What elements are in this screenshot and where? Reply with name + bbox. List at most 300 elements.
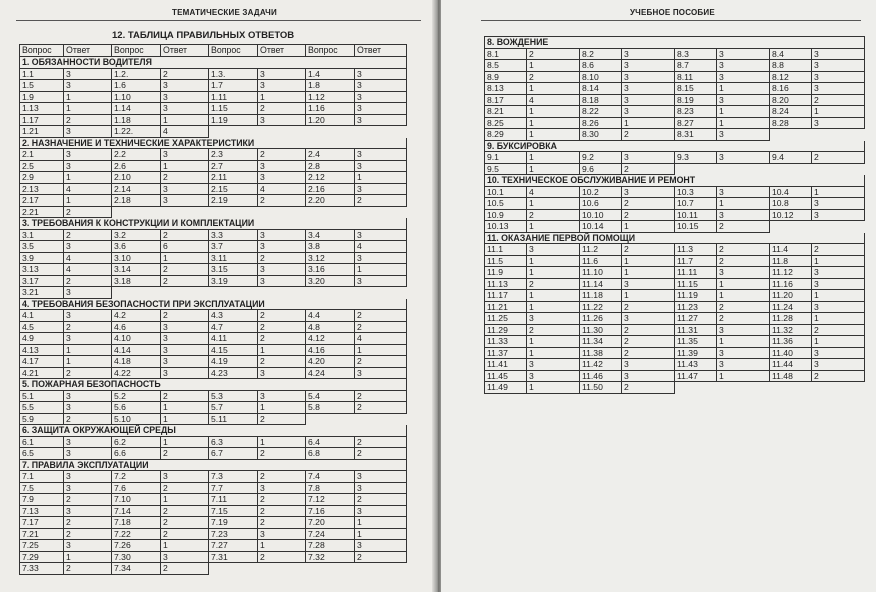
question-number: 10.13: [485, 221, 527, 233]
question-number: 8.26: [580, 118, 622, 130]
question-number: 11.26: [580, 313, 622, 325]
question-number: 4.8: [306, 322, 355, 334]
question-number: 4.12: [306, 333, 355, 345]
answer-value: 1: [717, 371, 770, 383]
question-number: 8.10: [580, 72, 622, 84]
question-number: 4.18: [112, 356, 161, 368]
answer-value: 3: [812, 60, 865, 72]
question-number: 1.12: [306, 92, 355, 104]
answer-value: 3: [258, 230, 306, 242]
answer-value: 3: [161, 552, 209, 564]
answer-value: 1: [161, 115, 209, 127]
answer-value: 2: [355, 494, 407, 506]
answer-value: 1: [64, 172, 112, 184]
column-header: Ответ: [355, 45, 407, 57]
answer-value: 2: [161, 391, 209, 403]
answer-value: 3: [355, 253, 407, 265]
section-heading: 7. ПРАВИЛА ЭКСПЛУАТАЦИИ: [20, 460, 407, 472]
answer-value: 2: [622, 382, 675, 394]
answer-value: 2: [355, 391, 407, 403]
answer-value: 2: [64, 322, 112, 334]
question-number: 5.8: [306, 402, 355, 414]
answer-value: 2: [258, 494, 306, 506]
table-row: [485, 279, 865, 291]
answer-value: 3: [161, 368, 209, 380]
question-number: 1.17: [20, 115, 64, 127]
answer-value: 4: [64, 264, 112, 276]
question-number: 1.4: [306, 69, 355, 81]
question-number: 11.31: [675, 325, 717, 337]
answer-value: 3: [64, 161, 112, 173]
question-number: 2.13: [20, 184, 64, 196]
question-number: 8.13: [485, 83, 527, 95]
question-number: 7.33: [20, 563, 64, 575]
question-number: 11.8: [770, 256, 812, 268]
question-number: 10.14: [580, 221, 622, 233]
answer-value: 1: [622, 290, 675, 302]
question-number: 7.7: [209, 483, 258, 495]
question-number: 11.38: [580, 348, 622, 360]
question-number: 1.6: [112, 80, 161, 92]
section-heading: 6. ЗАЩИТА ОКРУЖАЮЩЕЙ СРЕДЫ: [20, 425, 407, 437]
answer-value: 3: [812, 267, 865, 279]
answer-value: 1: [717, 336, 770, 348]
question-number: 2.3: [209, 149, 258, 161]
table-row: [20, 356, 407, 368]
question-number: 11.47: [675, 371, 717, 383]
answer-value: 3: [64, 241, 112, 253]
question-number: 2.17: [20, 195, 64, 207]
answer-value: 3: [161, 345, 209, 357]
answer-value: 3: [812, 118, 865, 130]
table-row: [20, 264, 407, 276]
answer-value: 3: [622, 359, 675, 371]
question-number: 8.5: [485, 60, 527, 72]
answer-value: 2: [717, 313, 770, 325]
answer-value: 1: [527, 336, 580, 348]
question-number: 1.18: [112, 115, 161, 127]
answer-value: 2: [258, 149, 306, 161]
question-number: 9.1: [485, 152, 527, 164]
question-number: 11.5: [485, 256, 527, 268]
answer-value: 4: [64, 253, 112, 265]
answer-value: 2: [258, 517, 306, 529]
answer-value: 2: [161, 506, 209, 518]
answer-value: 4: [527, 95, 580, 107]
answer-value: 1: [64, 195, 112, 207]
question-number: 4.15: [209, 345, 258, 357]
table-row: [20, 241, 407, 253]
answer-value: 1: [355, 529, 407, 541]
question-number: 11.7: [675, 256, 717, 268]
question-number: 11.35: [675, 336, 717, 348]
question-number: 9.5: [485, 164, 527, 176]
answer-value: 2: [64, 414, 112, 426]
question-number: 11.4: [770, 244, 812, 256]
answer-value: 3: [812, 302, 865, 314]
question-number: 9.3: [675, 152, 717, 164]
question-number: 7.10: [112, 494, 161, 506]
question-number: 3.16: [306, 264, 355, 276]
answer-value: 2: [258, 356, 306, 368]
answer-value: 2: [161, 529, 209, 541]
question-number: 7.22: [112, 529, 161, 541]
question-number: 7.25: [20, 540, 64, 552]
table-row: [20, 471, 407, 483]
table-row: [20, 172, 407, 184]
table-row: [485, 106, 865, 118]
answer-value: 1: [527, 198, 580, 210]
answer-value: 3: [622, 279, 675, 291]
question-number: 11.29: [485, 325, 527, 337]
answer-value: 2: [812, 244, 865, 256]
question-number: 8.3: [675, 49, 717, 61]
question-number: 3.14: [112, 264, 161, 276]
answer-value: 2: [527, 210, 580, 222]
section-heading: 1. ОБЯЗАННОСТИ ВОДИТЕЛЯ: [20, 57, 407, 69]
question-number: 7.11: [209, 494, 258, 506]
question-number: 9.4: [770, 152, 812, 164]
question-number: 1.10: [112, 92, 161, 104]
question-number: 6.4: [306, 437, 355, 449]
question-number: 7.32: [306, 552, 355, 564]
question-number: 1.20: [306, 115, 355, 127]
answer-value: 2: [64, 368, 112, 380]
answer-value: 1: [527, 256, 580, 268]
answer-value: 3: [717, 359, 770, 371]
question-number: 11.13: [485, 279, 527, 291]
question-number: 2.1: [20, 149, 64, 161]
table-row: [20, 506, 407, 518]
answer-value: 3: [258, 276, 306, 288]
answer-value: 2: [622, 129, 675, 141]
question-number: 8.7: [675, 60, 717, 72]
answer-value: 4: [258, 184, 306, 196]
table-row: [20, 517, 407, 529]
table-row: [20, 92, 407, 104]
table-row: [485, 221, 865, 233]
question-number: 7.12: [306, 494, 355, 506]
question-number: 11.24: [770, 302, 812, 314]
table-row: [20, 402, 407, 414]
question-number: 7.29: [20, 552, 64, 564]
answer-value: 1: [622, 118, 675, 130]
column-header: Вопрос: [306, 45, 355, 57]
answer-value: 3: [64, 437, 112, 449]
answer-value: 1: [258, 402, 306, 414]
answer-value: 2: [355, 322, 407, 334]
question-number: 7.4: [306, 471, 355, 483]
right-running-head: УЧЕБНОЕ ПОСОБИЕ: [630, 8, 715, 17]
table-row: [20, 287, 407, 299]
question-number: 2.19: [209, 195, 258, 207]
answer-value: 2: [622, 164, 675, 176]
question-number: 3.3: [209, 230, 258, 242]
answer-value: 1: [717, 83, 770, 95]
question-number: 10.2: [580, 187, 622, 199]
left-header-rule: [16, 20, 421, 21]
answer-value: 3: [622, 106, 675, 118]
question-number: 8.22: [580, 106, 622, 118]
question-number: 4.9: [20, 333, 64, 345]
answer-value: 3: [355, 276, 407, 288]
table-row: [485, 187, 865, 199]
answer-value: 3: [812, 359, 865, 371]
answer-value: 2: [258, 552, 306, 564]
question-number: 10.9: [485, 210, 527, 222]
question-number: 3.11: [209, 253, 258, 265]
answer-value: 3: [64, 69, 112, 81]
section-heading: 3. ТРЕБОВАНИЯ К КОНСТРУКЦИИ И КОМПЛЕКТАЦИИ: [20, 218, 407, 230]
question-number: 11.1: [485, 244, 527, 256]
question-number: 3.8: [306, 241, 355, 253]
question-number: 4.17: [20, 356, 64, 368]
question-number: 1.11: [209, 92, 258, 104]
question-number: 8.15: [675, 83, 717, 95]
question-number: 3.15: [209, 264, 258, 276]
answer-value: 1: [812, 313, 865, 325]
table-row: [485, 348, 865, 360]
answer-value: 3: [622, 152, 675, 164]
answer-value: 3: [64, 149, 112, 161]
question-number: 11.14: [580, 279, 622, 291]
question-number: 11.12: [770, 267, 812, 279]
question-number: 1.14: [112, 103, 161, 115]
question-number: 11.48: [770, 371, 812, 383]
answer-value: 3: [812, 279, 865, 291]
answer-value: 3: [622, 313, 675, 325]
question-number: 7.15: [209, 506, 258, 518]
question-number: 11.22: [580, 302, 622, 314]
question-number: 2.9: [20, 172, 64, 184]
table-row: [485, 72, 865, 84]
question-number: 7.1: [20, 471, 64, 483]
answer-value: 1: [355, 172, 407, 184]
question-number: 11.33: [485, 336, 527, 348]
question-number: 1.16: [306, 103, 355, 115]
question-number: 2.12: [306, 172, 355, 184]
question-number: 4.20: [306, 356, 355, 368]
question-number: 7.27: [209, 540, 258, 552]
question-number: 4.24: [306, 368, 355, 380]
answer-value: 1: [812, 336, 865, 348]
table-row: [485, 359, 865, 371]
answer-value: 1: [527, 106, 580, 118]
answer-value: 3: [258, 483, 306, 495]
table-row: [20, 103, 407, 115]
table-row: [485, 267, 865, 279]
question-number: 3.18: [112, 276, 161, 288]
question-number: 4.23: [209, 368, 258, 380]
answer-value: 3: [717, 267, 770, 279]
answer-value: 1: [812, 106, 865, 118]
section-heading: 8. ВОЖДЕНИЕ: [485, 37, 865, 49]
answer-value: 3: [717, 72, 770, 84]
answer-value: 1: [64, 345, 112, 357]
question-number: 10.15: [675, 221, 717, 233]
answer-value: 3: [812, 198, 865, 210]
answer-value: 3: [64, 80, 112, 92]
left-running-head: ТЕМАТИЧЕСКИЕ ЗАДАЧИ: [172, 8, 277, 17]
question-number: 4.10: [112, 333, 161, 345]
answer-value: 1: [622, 256, 675, 268]
answer-value: 2: [622, 244, 675, 256]
question-number: 4.16: [306, 345, 355, 357]
answer-value: 3: [812, 83, 865, 95]
table-row: [20, 345, 407, 357]
question-number: 7.18: [112, 517, 161, 529]
answer-value: 2: [64, 517, 112, 529]
answer-value: 3: [355, 368, 407, 380]
question-number: 8.24: [770, 106, 812, 118]
question-number: 2.4: [306, 149, 355, 161]
question-number: 1.21: [20, 126, 64, 138]
answer-value: 3: [717, 152, 770, 164]
question-number: 2.16: [306, 184, 355, 196]
question-number: 8.14: [580, 83, 622, 95]
question-number: 7.8: [306, 483, 355, 495]
question-number: 7.31: [209, 552, 258, 564]
question-number: 8.4: [770, 49, 812, 61]
answer-value: 2: [717, 256, 770, 268]
question-number: 11.27: [675, 313, 717, 325]
question-number: 8.30: [580, 129, 622, 141]
answer-value: 1: [812, 256, 865, 268]
question-number: 11.21: [485, 302, 527, 314]
answer-value: 4: [161, 126, 209, 138]
table-row: [485, 118, 865, 130]
question-number: 11.32: [770, 325, 812, 337]
table-row: [20, 322, 407, 334]
question-number: 7.14: [112, 506, 161, 518]
answer-value: 1: [64, 92, 112, 104]
answer-value: 3: [64, 448, 112, 460]
question-number: 2.8: [306, 161, 355, 173]
question-number: 4.7: [209, 322, 258, 334]
table-row: [20, 494, 407, 506]
question-number: 3.12: [306, 253, 355, 265]
answer-value: 3: [64, 402, 112, 414]
answer-value: 3: [527, 244, 580, 256]
answer-value: 3: [622, 83, 675, 95]
question-number: 11.42: [580, 359, 622, 371]
left-page: [0, 0, 435, 592]
answer-value: 3: [355, 92, 407, 104]
question-number: 7.5: [20, 483, 64, 495]
question-number: 2.6: [112, 161, 161, 173]
question-number: 3.7: [209, 241, 258, 253]
table-header-row: [20, 45, 407, 57]
table-row: [485, 256, 865, 268]
answer-value: 1: [527, 164, 580, 176]
table-row: [20, 184, 407, 196]
question-number: 11.37: [485, 348, 527, 360]
question-number: 9.2: [580, 152, 622, 164]
question-number: 7.34: [112, 563, 161, 575]
answer-value: 3: [717, 60, 770, 72]
table-row: [485, 83, 865, 95]
question-number: 3.9: [20, 253, 64, 265]
question-number: 5.2: [112, 391, 161, 403]
column-header: Ответ: [161, 45, 209, 57]
question-number: 5.9: [20, 414, 64, 426]
answer-value: 3: [161, 356, 209, 368]
question-number: 3.19: [209, 276, 258, 288]
answer-value: 3: [258, 161, 306, 173]
answer-value: 2: [161, 69, 209, 81]
question-number: 4.11: [209, 333, 258, 345]
answer-value: 3: [717, 210, 770, 222]
answer-value: 2: [355, 437, 407, 449]
answer-value: 1: [161, 402, 209, 414]
table-row: [20, 161, 407, 173]
table-row: [485, 129, 865, 141]
answer-value: 3: [622, 60, 675, 72]
answer-value: 1: [161, 161, 209, 173]
question-number: 2.7: [209, 161, 258, 173]
answer-value: 3: [355, 506, 407, 518]
question-number: 7.28: [306, 540, 355, 552]
answer-value: 2: [717, 221, 770, 233]
question-number: 1.1: [20, 69, 64, 81]
question-number: 7.23: [209, 529, 258, 541]
answer-value: 3: [812, 49, 865, 61]
question-number: 3.20: [306, 276, 355, 288]
question-number: 11.43: [675, 359, 717, 371]
answer-value: 2: [64, 276, 112, 288]
question-number: 8.28: [770, 118, 812, 130]
question-number: 2.5: [20, 161, 64, 173]
section-heading: 10. ТЕХНИЧЕСКОЕ ОБСЛУЖИВАНИЕ И РЕМОНТ: [485, 175, 865, 187]
question-number: 4.5: [20, 322, 64, 334]
answer-value: 2: [355, 310, 407, 322]
answer-value: 2: [64, 115, 112, 127]
table-row: [485, 290, 865, 302]
question-number: 11.44: [770, 359, 812, 371]
answer-value: 3: [527, 359, 580, 371]
answer-value: 3: [161, 322, 209, 334]
answer-value: 2: [622, 210, 675, 222]
question-number: 4.3: [209, 310, 258, 322]
question-number: 4.2: [112, 310, 161, 322]
question-number: 2.18: [112, 195, 161, 207]
answer-value: 3: [64, 333, 112, 345]
answer-value: 3: [527, 313, 580, 325]
answer-value: 3: [717, 49, 770, 61]
question-number: 1.2.: [112, 69, 161, 81]
answer-value: 1: [527, 60, 580, 72]
question-number: 5.3: [209, 391, 258, 403]
question-number: 5.10: [112, 414, 161, 426]
answer-value: 2: [812, 325, 865, 337]
answer-value: 2: [812, 152, 865, 164]
answer-value: 3: [717, 348, 770, 360]
answer-value: 3: [64, 483, 112, 495]
answer-value: 3: [622, 187, 675, 199]
question-number: 7.13: [20, 506, 64, 518]
question-number: 10.4: [770, 187, 812, 199]
answer-value: 2: [717, 244, 770, 256]
answer-value: 1: [161, 494, 209, 506]
answer-value: 2: [355, 402, 407, 414]
table-row: [485, 95, 865, 107]
question-number: 11.40: [770, 348, 812, 360]
answer-value: 4: [527, 187, 580, 199]
question-number: 11.11: [675, 267, 717, 279]
column-header: Вопрос: [20, 45, 64, 57]
table-row: [20, 333, 407, 345]
answer-value: 3: [717, 129, 770, 141]
